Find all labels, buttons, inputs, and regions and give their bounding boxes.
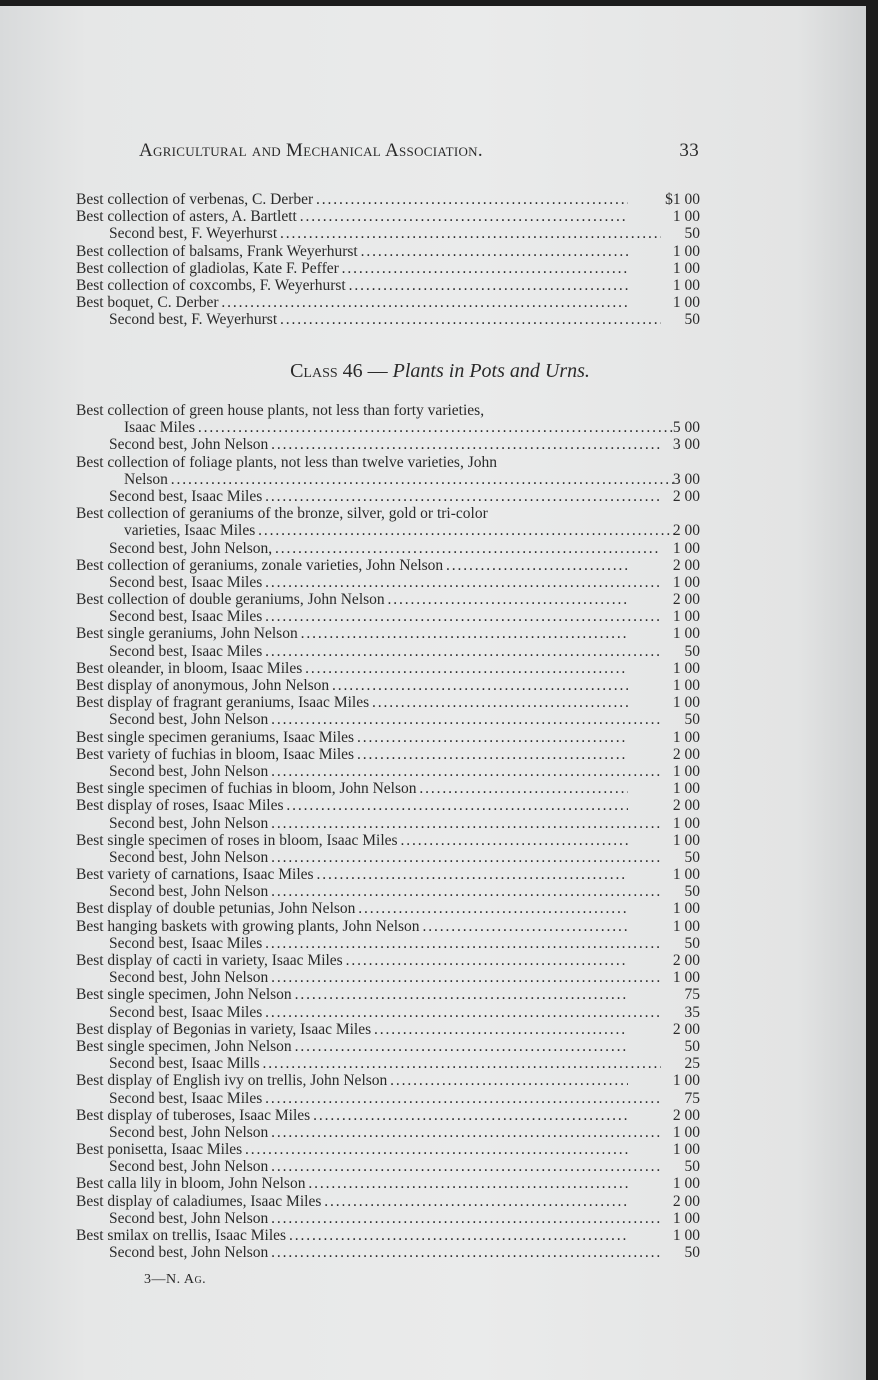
list-item <box>76 711 700 728</box>
entry-amount: 1 00 <box>672 694 700 712</box>
entry-label: Best calla lily in bloom, John Nelson . . . <box>76 1175 628 1192</box>
signature-mark: 3—N. Ag. <box>144 1272 207 1287</box>
list-item <box>76 797 700 814</box>
list-item <box>76 540 700 557</box>
entry-amount: 1 00 <box>672 1175 700 1193</box>
entry-amount: 1 00 <box>672 659 700 677</box>
entry-amount: 75 <box>684 986 700 1004</box>
entry-label: Second best, F. Weyerhurst . . . <box>76 225 661 242</box>
entry-amount: 1 00 <box>672 242 700 260</box>
entry-label: Best collection of balsams, Frank Weyerhurst . . . <box>76 243 628 260</box>
list-item <box>76 1038 700 1055</box>
list-item <box>76 471 700 488</box>
entry-label: Best display of Begonias in variety, Isaac Miles . . . <box>76 1021 628 1038</box>
entry-label: Best display of English ivy on trellis, John Nelson . . . <box>76 1072 628 1089</box>
entry-label: Second best, John Nelson . . . <box>76 1124 661 1141</box>
list-item <box>76 402 700 419</box>
entry-label: Best display of double petunias, John Nelson . . . <box>76 900 628 917</box>
list-item <box>76 488 700 505</box>
list-item <box>76 746 700 763</box>
list-item <box>76 1107 700 1124</box>
entry-amount: 1 00 <box>672 276 700 294</box>
entry-label: Best collection of double geraniums, John Nelson . . . <box>76 591 628 608</box>
entry-amount: $1 00 <box>665 191 700 208</box>
entry-label: Best variety of carnations, Isaac Miles . . . <box>76 866 628 883</box>
list-item <box>76 454 700 471</box>
entry-label: Best display of cacti in variety, Isaac Miles . . . <box>76 952 628 969</box>
entry-amount: 1 00 <box>672 900 700 918</box>
entry-label: Second best, Isaac Miles . . . <box>76 1004 661 1021</box>
list-item <box>76 763 700 780</box>
entry-amount: 1 00 <box>672 625 700 643</box>
entry-label: Second best, John Nelson . . . <box>76 815 661 832</box>
entry-label: Second best, John Nelson . . . <box>76 1158 661 1175</box>
list-item <box>76 260 700 277</box>
entry-amount: 2 00 <box>672 952 700 969</box>
entry-label: Best variety of fuchias in bloom, Isaac Miles . . . <box>76 746 628 763</box>
entry-label: Best display of fragrant geraniums, Isaac Miles . . . <box>76 694 628 711</box>
entry-label: Best collection of gladiolas, Kate F. Peffer . . . <box>76 260 628 277</box>
list-item <box>76 883 700 900</box>
entry-amount: 1 00 <box>672 294 700 312</box>
entry-label: Best single specimen geraniums, Isaac Miles . . . <box>76 729 628 746</box>
entry-label: Best display of tuberoses, Isaac Miles . . . <box>76 1107 628 1124</box>
list-item <box>76 986 700 1003</box>
entry-amount: 50 <box>684 934 700 952</box>
entry-amount: 75 <box>684 1089 700 1107</box>
entry-amount: 50 <box>684 1158 700 1176</box>
entry-label: Best single specimen, John Nelson . . . <box>76 1038 628 1055</box>
list-item <box>76 419 700 436</box>
list-item <box>76 780 700 797</box>
entry-amount: 2 00 <box>672 556 700 574</box>
list-item <box>76 1124 700 1141</box>
entry-amount: 1 00 <box>672 1227 700 1244</box>
entry-amount: 2 00 <box>672 1192 700 1210</box>
list-item <box>76 918 700 935</box>
entry-amount: 1 00 <box>672 969 700 987</box>
entry-amount: 1 00 <box>672 1141 700 1159</box>
list-item <box>76 505 700 522</box>
entry-label: Best display of caladiumes, Isaac Miles . . . <box>76 1193 628 1210</box>
entry-amount: 1 00 <box>672 1123 700 1141</box>
list-item <box>76 1004 700 1021</box>
entry-label: Best oleander, in bloom, Isaac Miles . . . <box>76 660 628 677</box>
entry-amount: 1 00 <box>672 208 700 226</box>
entry-label: Best collection of geraniums, zonale varieties, John Nelson . . . <box>76 557 628 574</box>
list-item <box>76 866 700 883</box>
list-item <box>76 815 700 832</box>
list-item <box>76 1141 700 1158</box>
list-item <box>76 643 700 660</box>
entry-label: Best collection of coxcombs, F. Weyerhurst . . . <box>76 277 628 294</box>
entry-label: Best collection of green house plants, not less than forty varieties, <box>76 402 485 419</box>
entry-amount: 50 <box>684 311 700 329</box>
page-number: 33 <box>679 140 699 161</box>
entry-label: Second best, John Nelson . . . <box>76 969 661 986</box>
list-item <box>76 935 700 952</box>
entry-label: Best smilax on trellis, Isaac Miles . . . <box>76 1227 628 1244</box>
premium-list-plants <box>76 402 700 1261</box>
list-item <box>76 969 700 986</box>
entry-amount: 50 <box>684 711 700 729</box>
list-item <box>76 952 700 969</box>
entry-amount: 5 00 <box>672 419 700 437</box>
entry-amount: 2 00 <box>672 745 700 763</box>
entry-amount: 1 00 <box>672 608 700 626</box>
entry-amount: 1 00 <box>672 728 700 746</box>
list-item <box>76 1175 700 1192</box>
entry-amount: 50 <box>684 1037 700 1055</box>
list-item <box>76 1227 700 1244</box>
entry-amount: 50 <box>684 225 700 243</box>
entry-label: Best boquet, C. Derber . . . <box>76 294 628 311</box>
page <box>0 6 866 1380</box>
entry-label: Second best, John Nelson . . . <box>76 763 661 780</box>
entry-amount: 50 <box>684 1244 700 1262</box>
entry-label: Best collection of asters, A. Bartlett . . . <box>76 208 628 225</box>
entry-label: Best collection of geraniums of the bronze, silver, gold or tri-color <box>76 505 488 523</box>
entry-amount: 35 <box>684 1003 700 1021</box>
entry-amount: 50 <box>684 883 700 901</box>
list-item <box>76 522 700 539</box>
list-item <box>76 311 700 328</box>
list-item <box>76 1021 700 1038</box>
list-item <box>76 243 700 260</box>
list-item <box>76 1072 700 1089</box>
entry-label: Second best, John Nelson . . . <box>76 711 661 728</box>
entry-label: varieties, Isaac Miles . . . <box>76 522 676 539</box>
entry-label: Second best, Isaac Mills . . . <box>76 1055 661 1072</box>
entry-label: Best collection of foliage plants, not less than twelve varieties, John <box>76 453 497 471</box>
entry-label: Second best, John Nelson . . . <box>76 1210 661 1227</box>
entry-label: Best display of anonymous, John Nelson . . . <box>76 677 628 694</box>
entry-amount: 1 00 <box>672 762 700 780</box>
list-item <box>76 436 700 453</box>
entry-amount: 1 00 <box>672 677 700 694</box>
entry-amount: 25 <box>684 1055 700 1073</box>
entry-label: Second best, Isaac Miles . . . <box>76 488 661 505</box>
entry-label: Second best, F. Weyerhurst . . . <box>76 311 661 328</box>
entry-amount: 1 00 <box>672 539 700 557</box>
list-item <box>76 294 700 311</box>
entry-amount: 2 00 <box>672 487 700 505</box>
list-item <box>76 591 700 608</box>
list-item <box>76 677 700 694</box>
entry-amount: 1 00 <box>672 814 700 832</box>
list-item <box>76 208 700 225</box>
entry-amount: 2 00 <box>672 591 700 609</box>
class-label: Class 46 — <box>290 360 393 382</box>
entry-label: Best single specimen, John Nelson . . . <box>76 986 628 1003</box>
entry-label: Best collection of verbenas, C. Derber . . . <box>76 191 628 208</box>
entry-label: Nelson . . . <box>76 471 676 488</box>
list-item <box>76 557 700 574</box>
entry-amount: 1 00 <box>672 866 700 884</box>
list-item <box>76 1210 700 1227</box>
entry-amount: 1 00 <box>672 1072 700 1090</box>
entry-amount: 1 00 <box>672 573 700 591</box>
entry-label: Second best, Isaac Miles . . . <box>76 608 661 625</box>
entry-label: Best single geraniums, John Nelson . . . <box>76 625 628 642</box>
entry-amount: 1 00 <box>672 917 700 935</box>
entry-label: Second best, John Nelson . . . <box>76 436 661 453</box>
list-item <box>76 694 700 711</box>
list-item <box>76 225 700 242</box>
list-item <box>76 191 700 208</box>
entry-label: Second best, Isaac Miles . . . <box>76 1090 661 1107</box>
list-item <box>76 1090 700 1107</box>
entry-amount: 1 00 <box>672 259 700 277</box>
list-item <box>76 1158 700 1175</box>
entry-amount: 2 00 <box>672 522 700 540</box>
list-item <box>76 608 700 625</box>
list-item <box>76 729 700 746</box>
entry-amount: 3 00 <box>672 436 700 454</box>
list-item <box>76 1244 700 1261</box>
list-item <box>76 574 700 591</box>
entry-label: Best hanging baskets with growing plants, John Nelson . . . <box>76 918 628 935</box>
entry-label: Second best, John Nelson, . . . <box>76 540 661 557</box>
running-header <box>139 140 699 164</box>
entry-amount: 1 00 <box>672 831 700 849</box>
class-subtitle: Plants in Pots and Urns. <box>392 360 590 382</box>
entry-label: Second best, John Nelson . . . <box>76 849 661 866</box>
entry-amount: 50 <box>684 642 700 660</box>
entry-label: Second best, John Nelson . . . <box>76 883 661 900</box>
list-item <box>76 900 700 917</box>
list-item <box>76 1055 700 1072</box>
entry-label: Best display of roses, Isaac Miles . . . <box>76 797 628 814</box>
entry-amount: 1 00 <box>672 1209 700 1227</box>
class-heading <box>0 360 866 383</box>
entry-label: Isaac Miles . . . <box>76 419 676 436</box>
list-item <box>76 1193 700 1210</box>
entry-label: Best single specimen of roses in bloom, Isaac Miles . . . <box>76 832 628 849</box>
entry-label: Second best, Isaac Miles . . . <box>76 643 661 660</box>
entry-amount: 2 00 <box>672 797 700 815</box>
entry-label: Best ponisetta, Isaac Miles . . . <box>76 1141 628 1158</box>
list-item <box>76 849 700 866</box>
entry-label: Second best, Isaac Miles . . . <box>76 935 661 952</box>
premium-list-flowers <box>76 191 700 329</box>
entry-label: Second best, Isaac Miles . . . <box>76 574 661 591</box>
list-item <box>76 625 700 642</box>
entry-amount: 2 00 <box>672 1020 700 1038</box>
entry-amount: 2 00 <box>672 1106 700 1124</box>
entry-amount: 1 00 <box>672 780 700 798</box>
entry-amount: 50 <box>684 848 700 866</box>
list-item <box>76 832 700 849</box>
entry-amount: 3 00 <box>672 470 700 488</box>
list-item <box>76 660 700 677</box>
list-item <box>76 277 700 294</box>
running-title: Agricultural and Mechanical Association. <box>139 140 483 161</box>
entry-label: Best single specimen of fuchias in bloom, John Nelson . . . <box>76 780 628 797</box>
entry-label: Second best, John Nelson . . . <box>76 1244 661 1261</box>
